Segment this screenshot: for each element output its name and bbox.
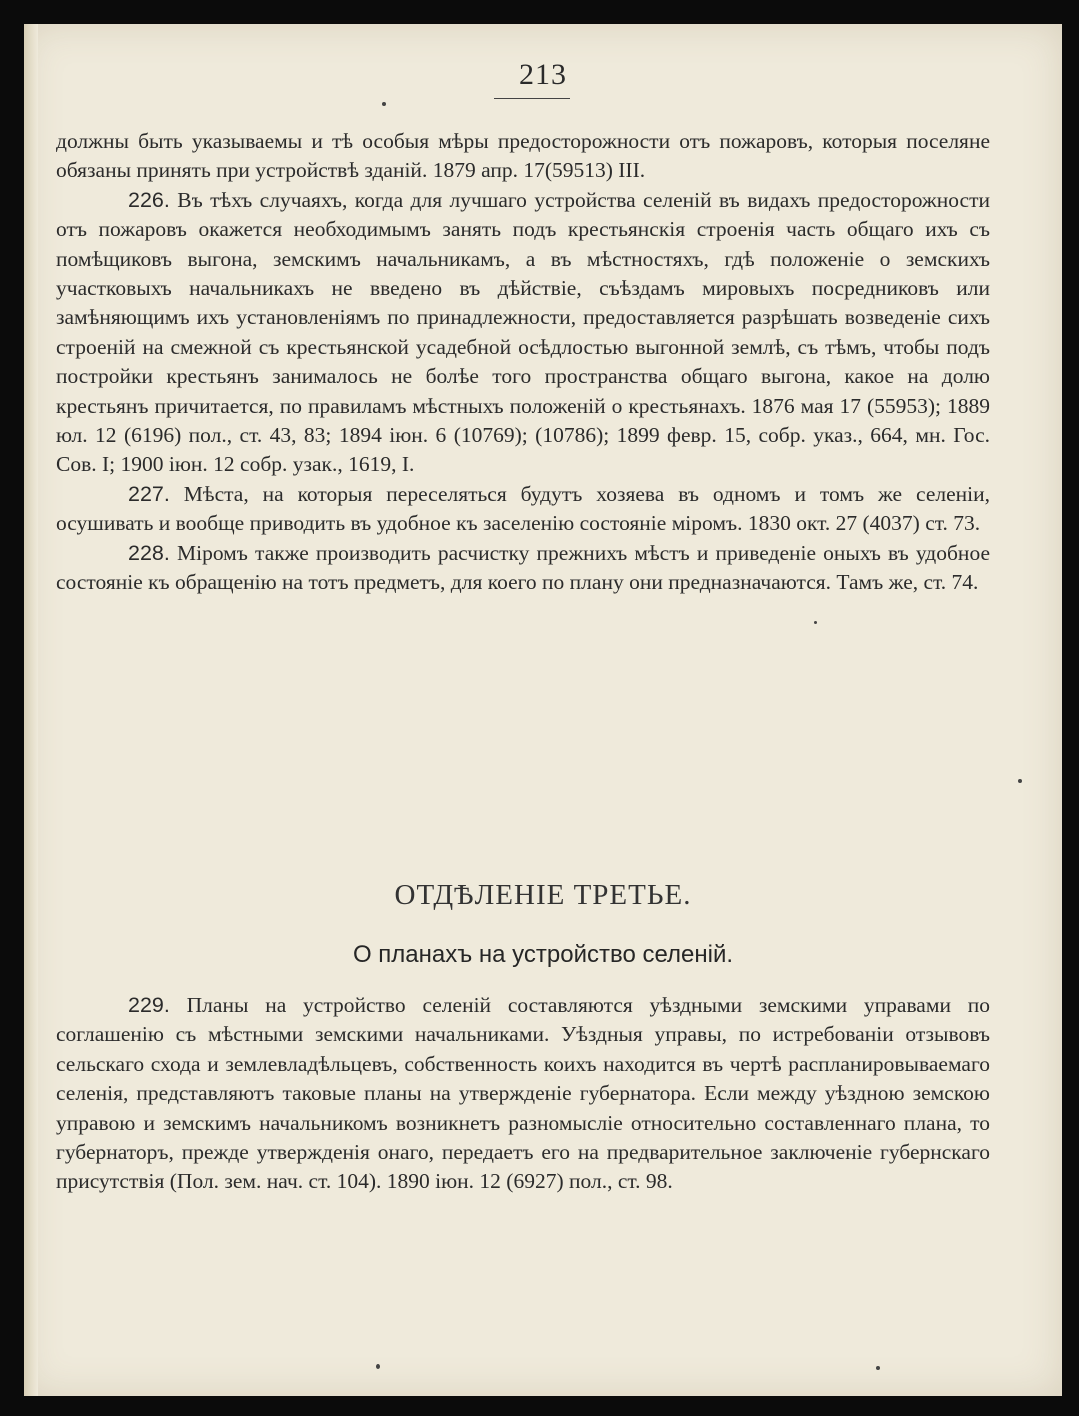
- page-number-rule: [494, 98, 570, 99]
- paragraph-number: 227.: [128, 481, 170, 506]
- print-speck: [382, 102, 386, 106]
- paragraph-text: Планы на устройство селеній составляются уѣздными земскими управами по соглашенію съ мѣстными земскими начальниками. Уѣздныя управы, по истребованіи отзывовъ сельскаго схода и землевладѣльцевъ, собственность коихъ находится въ чертѣ распланировываемаго селенія, представляютъ таковые планы на утвержденіе губернатора. Если между уѣздною земскою управою и земскимъ начальникомъ возникнетъ разномысліе относительно составленнаго плана, то губернаторъ, прежде утвержденія онаго, передаетъ его на предварительное заключеніе губернскаго присутствія (Пол. зем. нач. ст. 104). 1890 іюн. 12 (6927) пол., ст. 98.: [56, 993, 991, 1194]
- paragraph-number: 229.: [128, 993, 170, 1017]
- page-binding-edge: [24, 24, 38, 1396]
- paragraph-227: [56, 480, 990, 539]
- upper-text-block: [56, 127, 990, 598]
- section-subheading: О планахъ на устройство селеній.: [352, 941, 734, 968]
- paragraph-228: [56, 539, 990, 598]
- paragraph-text: Міромъ также производить расчистку прежнихъ мѣстъ и приведеніе оныхъ въ удобное состояніе къ обращенію на тотъ предметъ, для коего по плану они предназначаются. Тамъ же, ст. 74.: [56, 540, 990, 595]
- paragraph-226: [56, 186, 990, 480]
- paragraph-229: [56, 991, 990, 1197]
- book-page: [24, 24, 1062, 1396]
- page-number: 213: [519, 58, 567, 91]
- print-speck: [814, 621, 817, 624]
- paragraph-text: Въ тѣхъ случаяхъ, когда для лучшаго устройства селеній въ видахъ предосторожности отъ пожаровъ окажется необходимымъ занять подъ крестьянскія строенія часть общаго ихъ съ помѣщиковъ выгона, земскимъ начальникамъ, а въ мѣстностяхъ, гдѣ положеніе о земскихъ участковыхъ начальникахъ не введено въ дѣйствіе, съѣздамъ мировыхъ посредниковъ или замѣняющимъ ихъ установленіямъ по принадлежности, предоставляется разрѣшать возведеніе сихъ строеній на смежной съ крестьянской усадебной осѣдлостью выгонной землѣ, съ тѣмъ, чтобы подъ постройки крестьянъ занималось не болѣе того пространства общаго выгона, какое на долю крестьянъ причитается, по правиламъ мѣстныхъ положеній о крестьянахъ. 1876 мая 17 (55953); 1889 юл. 12 (6196) пол., ст. 43, 83; 1894 іюн. 6 (10769); (10786); 1899 февр. 15, собр. указ., 664, мн. Гос. Сов. I; 1900 іюн. 12 собр. узак., 1619, I.: [56, 187, 990, 477]
- paragraph-text: Мѣста, на которыя переселяться будутъ хозяева въ одномъ и томъ же селеніи, осушивать и вообще приводить въ удобное къ заселенію состояніе міромъ. 1830 окт. 27 (4037) ст. 73.: [56, 481, 990, 536]
- print-speck: [376, 1364, 380, 1369]
- paragraph-number: 226.: [128, 187, 170, 212]
- paragraph-number: 228.: [128, 540, 170, 565]
- print-speck: [876, 1366, 880, 1370]
- continued-paragraph: должны быть указываемы и тѣ особыя мѣры предосторожности отъ пожаровъ, которыя поселяне обязаны принять при устройствѣ зданій. 1879 апр. 17(59513) III.: [56, 129, 990, 183]
- section-heading: ОТДѢЛЕНІЕ ТРЕТЬЕ.: [394, 879, 692, 911]
- lower-text-block: [56, 991, 990, 1197]
- print-speck: [1018, 779, 1022, 783]
